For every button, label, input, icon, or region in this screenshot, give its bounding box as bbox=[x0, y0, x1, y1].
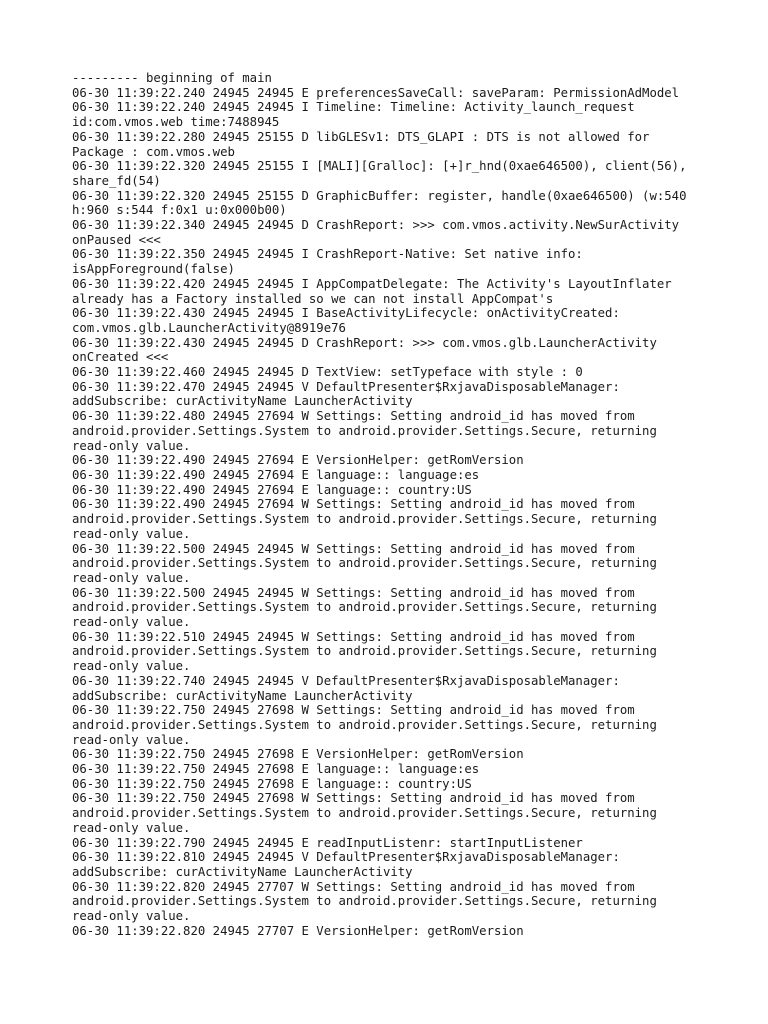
log-line: 06-30 11:39:22.470 24945 24945 V DefaultPresenter$RxjavaDisposableManager: bbox=[72, 379, 620, 394]
log-line: 06-30 11:39:22.430 24945 24945 D CrashReport: >>> com.vmos.glb.LauncherActivity bbox=[72, 335, 657, 350]
log-line: 06-30 11:39:22.810 24945 24945 V DefaultPresenter$RxjavaDisposableManager: bbox=[72, 850, 620, 865]
log-line: 06-30 11:39:22.750 24945 27698 E language:: language:es bbox=[72, 762, 480, 777]
log-line: 06-30 11:39:22.240 24945 24945 E preferencesSaveCall: saveParam: PermissionAdModel bbox=[72, 85, 680, 100]
log-line: 06-30 11:39:22.320 24945 25155 I [MALI][Gralloc]: [+]r_hnd(0xae646500), client(56), bbox=[72, 159, 687, 174]
log-line: read-only value. bbox=[72, 820, 191, 835]
log-line: 06-30 11:39:22.750 24945 27698 W Settings: Setting android_id has moved from bbox=[72, 703, 635, 718]
log-line: 06-30 11:39:22.320 24945 25155 D GraphicBuffer: register, handle(0xae646500) (w:540 bbox=[72, 188, 687, 203]
log-line: read-only value. bbox=[72, 732, 191, 747]
log-line: 06-30 11:39:22.750 24945 27698 W Settings: Setting android_id has moved from bbox=[72, 791, 635, 806]
log-line: isAppForeground(false) bbox=[72, 262, 235, 277]
log-line: 06-30 11:39:22.350 24945 24945 I CrashReport-Native: Set native info: bbox=[72, 247, 583, 262]
log-line: read-only value. bbox=[72, 615, 191, 630]
log-line: 06-30 11:39:22.820 24945 27707 E VersionHelper: getRomVersion bbox=[72, 923, 524, 938]
log-line: addSubscribe: curActivityName LauncherActivity bbox=[72, 688, 413, 703]
log-line: 06-30 11:39:22.750 24945 27698 E VersionHelper: getRomVersion bbox=[72, 747, 524, 762]
log-line: 06-30 11:39:22.340 24945 24945 D CrashReport: >>> com.vmos.activity.NewSurActivity bbox=[72, 218, 680, 233]
log-line: android.provider.Settings.System to android.provider.Settings.Secure, returning bbox=[72, 423, 657, 438]
log-line: 06-30 11:39:22.490 24945 27694 W Settings: Setting android_id has moved from bbox=[72, 497, 635, 512]
log-line: read-only value. bbox=[72, 438, 191, 453]
log-document bbox=[72, 71, 712, 938]
log-line: read-only value. bbox=[72, 909, 191, 924]
log-line: 06-30 11:39:22.420 24945 24945 I AppCompatDelegate: The Activity's LayoutInflater bbox=[72, 276, 672, 291]
log-line: android.provider.Settings.System to android.provider.Settings.Secure, returning bbox=[72, 894, 657, 909]
log-line: android.provider.Settings.System to android.provider.Settings.Secure, returning bbox=[72, 556, 657, 571]
log-line: 06-30 11:39:22.790 24945 24945 E readInputListenr: startInputListener bbox=[72, 835, 583, 850]
log-line: onCreated <<< bbox=[72, 350, 169, 365]
log-line: Package : com.vmos.web bbox=[72, 144, 235, 159]
log-line: android.provider.Settings.System to android.provider.Settings.Secure, returning bbox=[72, 644, 657, 659]
log-line: 06-30 11:39:22.280 24945 25155 D libGLESv1: DTS_GLAPI : DTS is not allowed for bbox=[72, 129, 650, 144]
log-line: android.provider.Settings.System to android.provider.Settings.Secure, returning bbox=[72, 512, 657, 527]
log-line: id:com.vmos.web time:7488945 bbox=[72, 115, 280, 130]
log-line: android.provider.Settings.System to android.provider.Settings.Secure, returning bbox=[72, 806, 657, 821]
log-line: 06-30 11:39:22.240 24945 24945 I Timeline: Timeline: Activity_launch_request bbox=[72, 100, 635, 115]
log-line: 06-30 11:39:22.460 24945 24945 D TextView: setTypeface with style : 0 bbox=[72, 365, 583, 380]
log-line: com.vmos.glb.LauncherActivity@8919e76 bbox=[72, 320, 346, 335]
log-line: --------- beginning of main bbox=[72, 71, 272, 85]
log-line: 06-30 11:39:22.430 24945 24945 I BaseActivityLifecycle: onActivityCreated: bbox=[72, 306, 620, 321]
log-lines bbox=[72, 71, 712, 938]
log-line: read-only value. bbox=[72, 570, 191, 585]
log-line: 06-30 11:39:22.510 24945 24945 W Settings: Setting android_id has moved from bbox=[72, 629, 635, 644]
log-line: 06-30 11:39:22.820 24945 27707 W Settings: Setting android_id has moved from bbox=[72, 879, 635, 894]
log-line: onPaused <<< bbox=[72, 232, 161, 247]
log-line: 06-30 11:39:22.740 24945 24945 V DefaultPresenter$RxjavaDisposableManager: bbox=[72, 673, 620, 688]
log-line: already has a Factory installed so we can not install AppCompat's bbox=[72, 291, 554, 306]
log-line: share_fd(54) bbox=[72, 173, 161, 188]
log-line: 06-30 11:39:22.490 24945 27694 E language:: language:es bbox=[72, 467, 480, 482]
log-line: addSubscribe: curActivityName LauncherActivity bbox=[72, 864, 413, 879]
log-line: addSubscribe: curActivityName LauncherActivity bbox=[72, 394, 413, 409]
log-line: android.provider.Settings.System to android.provider.Settings.Secure, returning bbox=[72, 600, 657, 615]
log-line: read-only value. bbox=[72, 659, 191, 674]
log-line: read-only value. bbox=[72, 526, 191, 541]
log-line: 06-30 11:39:22.500 24945 24945 W Settings: Setting android_id has moved from bbox=[72, 585, 635, 600]
log-line: 06-30 11:39:22.490 24945 27694 E language:: country:US bbox=[72, 482, 472, 497]
log-line: 06-30 11:39:22.750 24945 27698 E language:: country:US bbox=[72, 776, 472, 791]
log-line: h:960 s:544 f:0x1 u:0x000b00) bbox=[72, 203, 287, 218]
log-line: android.provider.Settings.System to android.provider.Settings.Secure, returning bbox=[72, 717, 657, 732]
log-line: 06-30 11:39:22.490 24945 27694 E VersionHelper: getRomVersion bbox=[72, 453, 524, 468]
log-line: 06-30 11:39:22.480 24945 27694 W Settings: Setting android_id has moved from bbox=[72, 409, 635, 424]
log-line: 06-30 11:39:22.500 24945 24945 W Settings: Setting android_id has moved from bbox=[72, 541, 635, 556]
